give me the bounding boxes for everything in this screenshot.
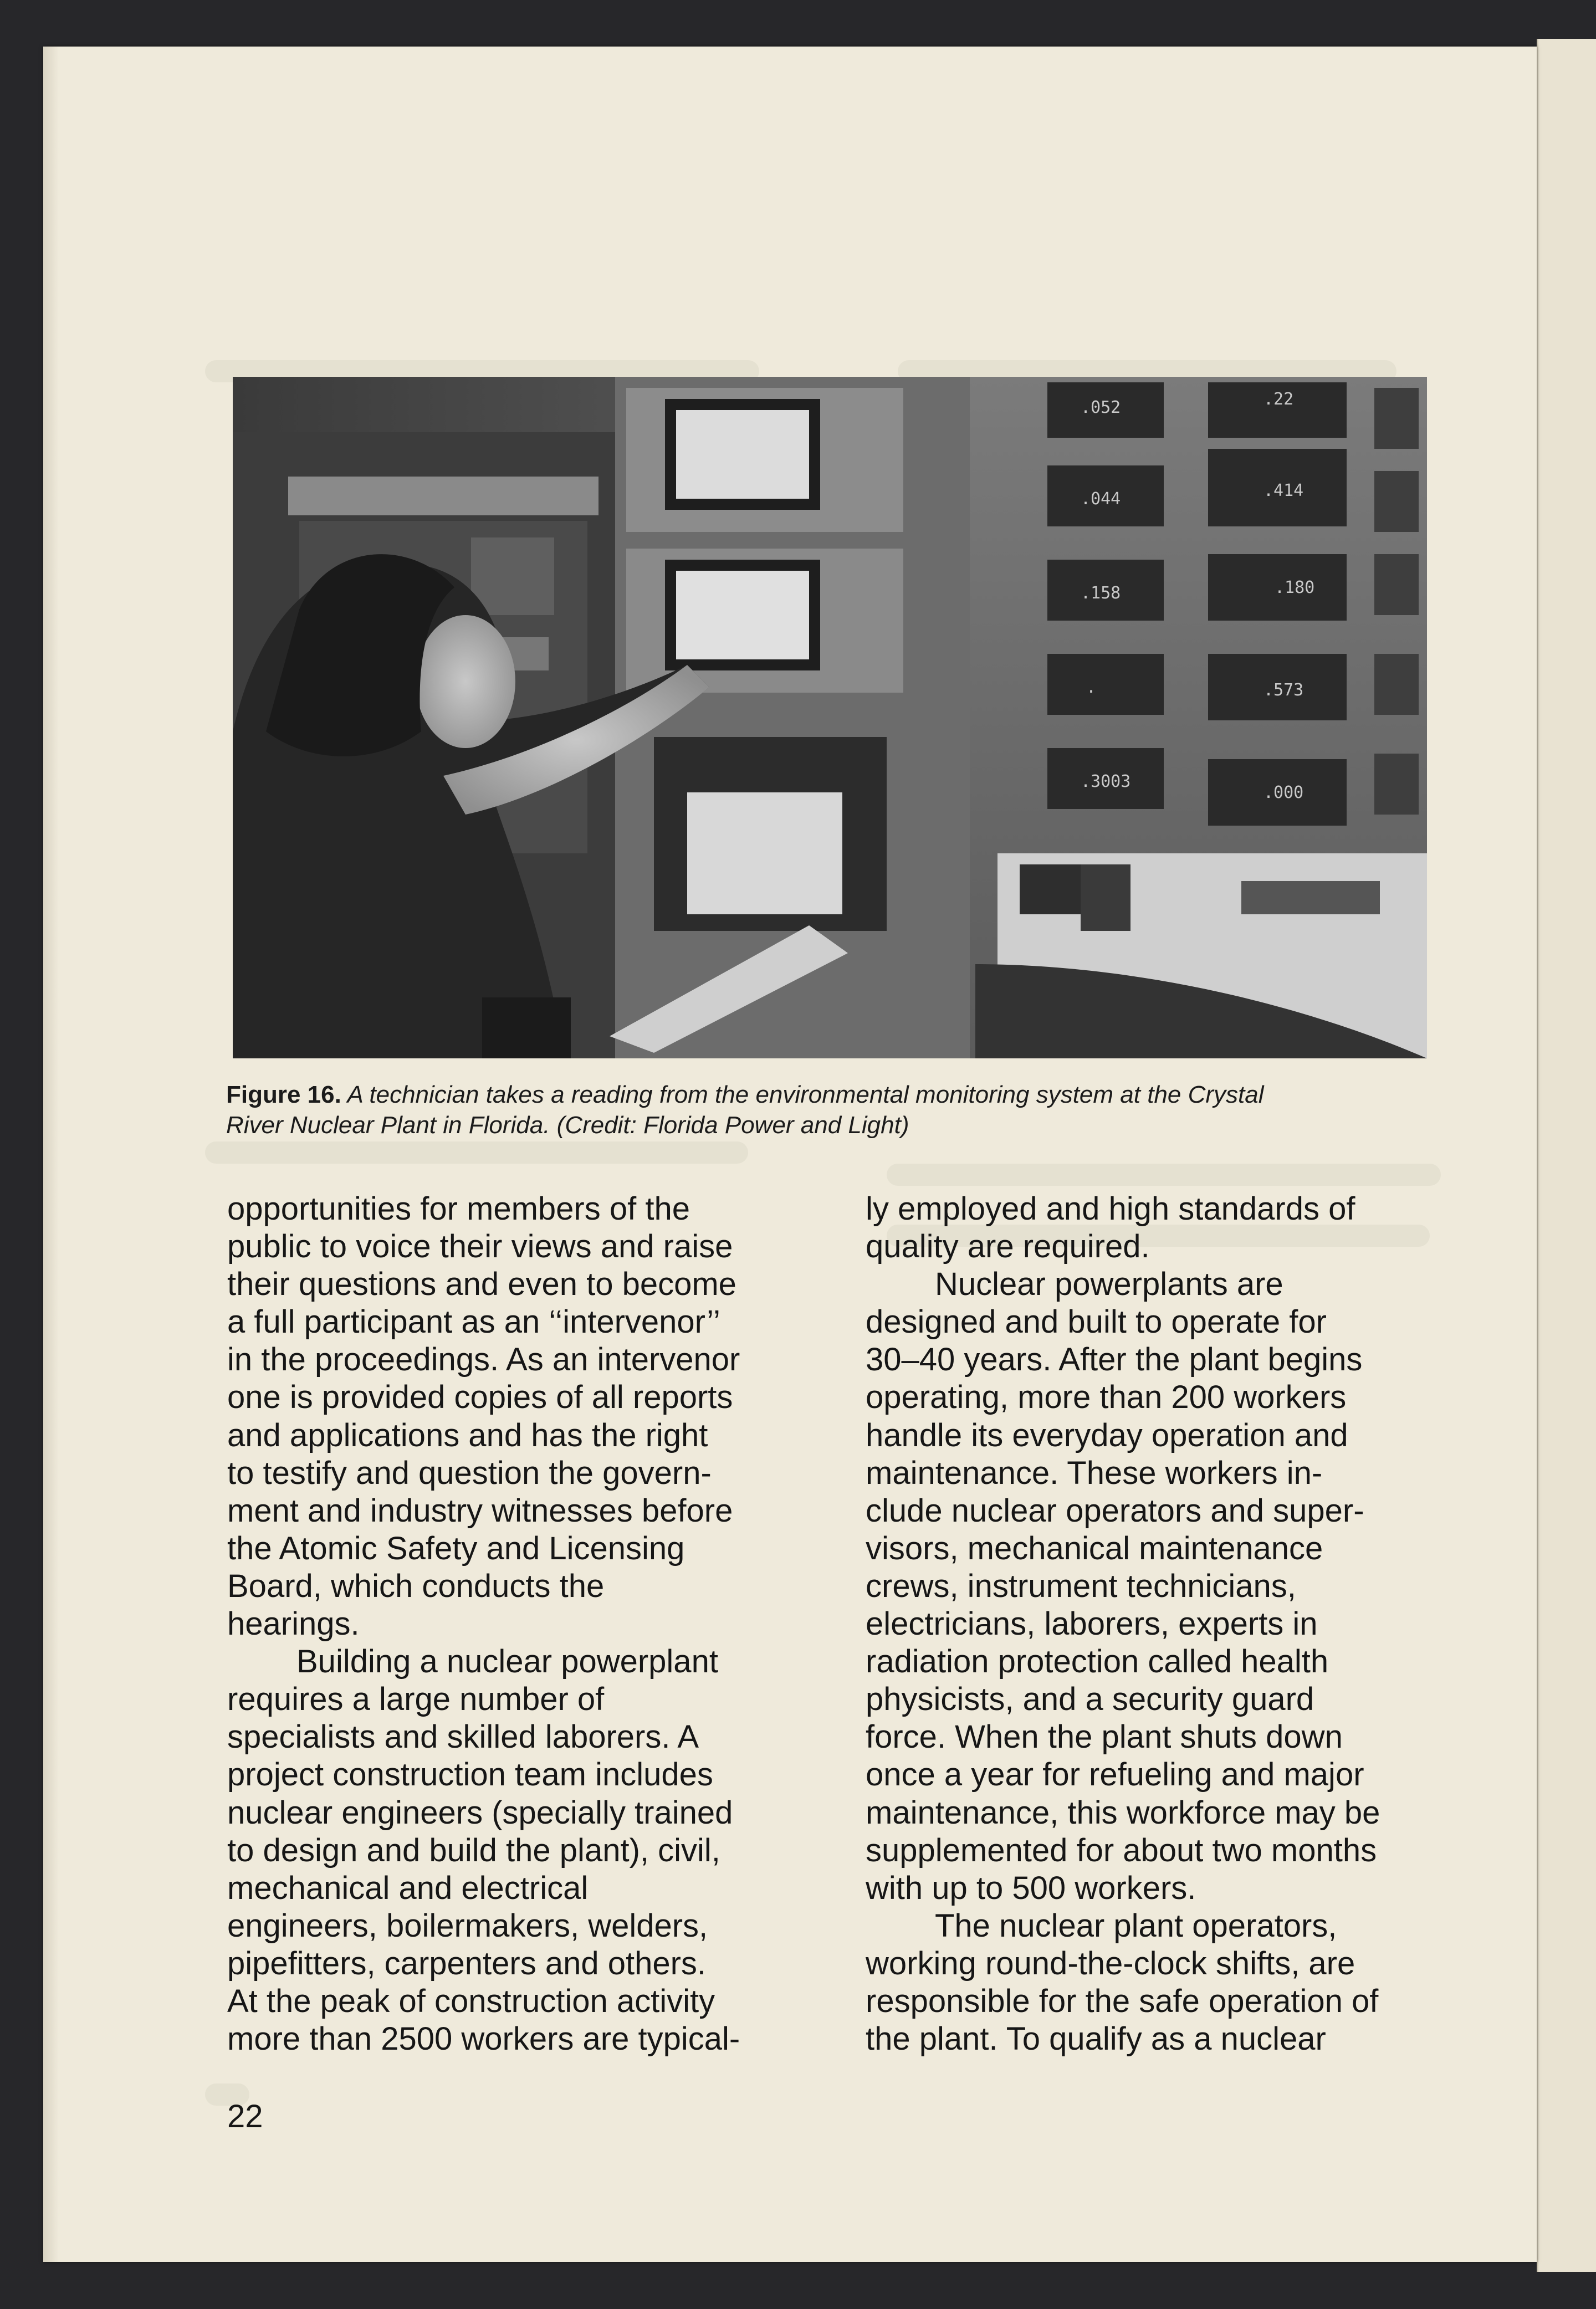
right-text-column	[866, 1190, 1453, 2058]
caption-line-1	[226, 1079, 1440, 1110]
text-line: project construction team includes	[227, 1757, 713, 1793]
readout-9: .3003	[1081, 772, 1131, 791]
caption-text-1: A technician takes a reading from the environmental monitoring system at the Crystal	[347, 1081, 1264, 1108]
text-line: force. When the plant shuts down	[866, 1719, 1343, 1755]
text-line: physicists, and a security guard	[866, 1681, 1314, 1718]
text-line: designed and built to operate for	[866, 1304, 1327, 1340]
text-line: maintenance, this workforce may be	[866, 1794, 1380, 1831]
page-gutter-shadow	[43, 47, 59, 2262]
text-line: operating, more than 200 workers	[866, 1379, 1347, 1416]
figure-label: Figure 16.	[226, 1081, 341, 1108]
text-line: and applications and has the right	[227, 1417, 708, 1453]
text-line: once a year for refueling and major	[866, 1757, 1364, 1793]
text-line: Building a nuclear powerplant	[296, 1644, 718, 1680]
readout-10: .000	[1264, 783, 1304, 802]
text-line: opportunities for members of the	[227, 1191, 690, 1227]
readout-8: .573	[1264, 680, 1304, 700]
text-line: more than 2500 workers are typical-	[227, 2021, 740, 2057]
readout-4: .414	[1264, 481, 1304, 500]
readout-5: .158	[1081, 583, 1121, 603]
text-line: to design and build the plant), civil,	[227, 1832, 720, 1868]
readout-1: .052	[1081, 398, 1121, 417]
text-line: clude nuclear operators and super-	[866, 1492, 1364, 1529]
text-line: a full participant as an ‘‘intervenor’’	[227, 1304, 720, 1340]
text-line: one is provided copies of all reports	[227, 1379, 733, 1416]
text-line: requires a large number of	[227, 1681, 605, 1718]
figure-caption	[226, 1079, 1440, 1140]
text-line: crews, instrument technicians,	[866, 1568, 1296, 1604]
readout-7: .	[1086, 678, 1097, 697]
text-line: mechanical and electrical	[227, 1870, 589, 1906]
text-line: handle its everyday operation and	[866, 1417, 1348, 1453]
text-line: engineers, boilermakers, welders,	[227, 1907, 708, 1944]
readout-2: .22	[1264, 390, 1294, 409]
readout-3: .044	[1081, 489, 1121, 509]
text-line: the Atomic Safety and Licensing	[227, 1530, 685, 1566]
text-line: radiation protection called health	[866, 1644, 1329, 1680]
text-line: the plant. To qualify as a nuclear	[866, 2021, 1326, 2057]
text-line: maintenance. These workers in-	[866, 1455, 1323, 1491]
text-line: pipefitters, carpenters and others.	[227, 1945, 707, 1982]
adjacent-page-edge	[1537, 39, 1596, 2272]
figure-photo	[233, 377, 1427, 1058]
text-line: working round-the-clock shifts, are	[866, 1945, 1355, 1982]
text-line: quality are required.	[866, 1228, 1150, 1265]
text-line: At the peak of construction activity	[227, 1983, 715, 2019]
left-text-column	[227, 1190, 815, 2058]
text-line: hearings.	[227, 1606, 360, 1642]
readout-6: .180	[1275, 578, 1315, 597]
text-line: ly employed and high standards of	[866, 1191, 1355, 1227]
text-line: Nuclear powerplants are	[935, 1266, 1283, 1303]
text-line: responsible for the safe operation of	[866, 1983, 1379, 2019]
text-line: in the proceedings. As an intervenor	[227, 1342, 740, 1378]
text-line: electricians, laborers, experts in	[866, 1606, 1318, 1642]
text-line: supplemented for about two months	[866, 1832, 1377, 1868]
text-line: ment and industry witnesses before	[227, 1492, 733, 1529]
text-line: to testify and question the govern-	[227, 1455, 712, 1491]
text-line: visors, mechanical maintenance	[866, 1530, 1323, 1566]
caption-line-2: River Nuclear Plant in Florida. (Credit: Florida Power and Light)	[226, 1112, 909, 1139]
text-line: their questions and even to become	[227, 1266, 736, 1303]
text-line: nuclear engineers (specially trained	[227, 1794, 733, 1831]
text-line: with up to 500 workers.	[866, 1870, 1196, 1906]
page-number: 22	[227, 2098, 263, 2134]
text-line: Board, which conducts the	[227, 1568, 605, 1604]
text-line: The nuclear plant operators,	[935, 1907, 1337, 1944]
text-line: 30–40 years. After the plant begins	[866, 1342, 1363, 1378]
text-line: specialists and skilled laborers. A	[227, 1719, 699, 1755]
text-line: public to voice their views and raise	[227, 1228, 733, 1265]
technician-at-monitoring-console-image	[233, 377, 1427, 1058]
